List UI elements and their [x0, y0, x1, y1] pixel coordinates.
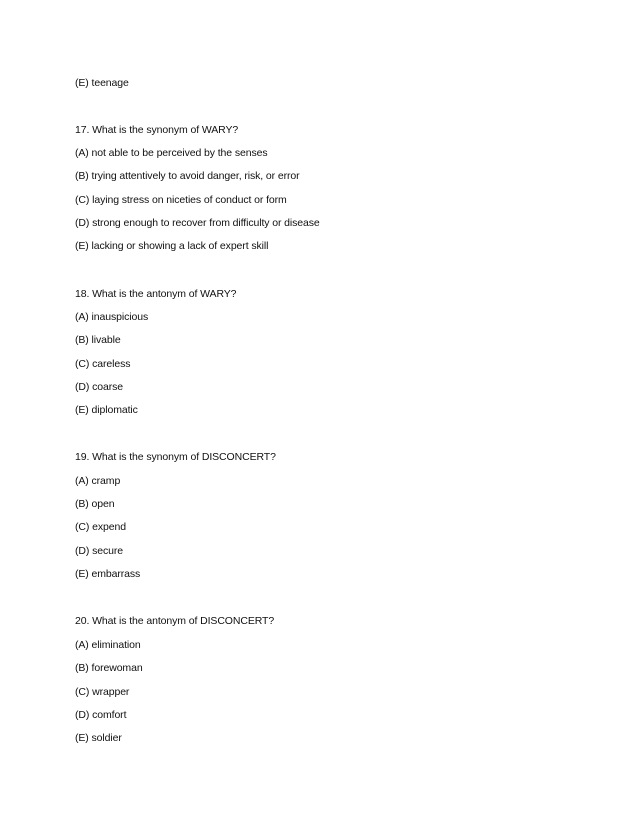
- question-20-option-a: (A) elimination: [75, 639, 141, 651]
- question-19-option-a: (A) cramp: [75, 475, 121, 487]
- question-20-option-d: (D) comfort: [75, 709, 127, 721]
- question-17-option-c: (C) laying stress on niceties of conduct or form: [75, 194, 287, 206]
- question-19-option-c: (C) expend: [75, 521, 126, 533]
- question-17-option-d: (D) strong enough to recover from difficulty or disease: [75, 217, 320, 229]
- question-18-option-b: (B) livable: [75, 334, 121, 346]
- question-18-option-c: (C) careless: [75, 358, 131, 370]
- question-18-option-a: (A) inauspicious: [75, 311, 149, 323]
- question-20-option-e: (E) soldier: [75, 732, 122, 744]
- question-18-option-e: (E) diplomatic: [75, 404, 138, 416]
- question-19-option-d: (D) secure: [75, 545, 124, 557]
- question-20-prompt: 20. What is the antonym of DISCONCERT?: [75, 615, 275, 627]
- question-17-option-a: (A) not able to be perceived by the senses: [75, 147, 268, 159]
- question-19-option-b: (B) open: [75, 498, 115, 510]
- question-17-option-e: (E) lacking or showing a lack of expert skill: [75, 240, 269, 252]
- question-17-prompt: 17. What is the synonym of WARY?: [75, 124, 239, 136]
- question-17-option-b: (B) trying attentively to avoid danger, risk, or error: [75, 170, 300, 182]
- question-19-option-e: (E) embarrass: [75, 568, 141, 580]
- question-18-option-d: (D) coarse: [75, 381, 124, 393]
- lead-option: (E) teenage: [75, 77, 129, 89]
- question-20-option-c: (C) wrapper: [75, 686, 130, 698]
- question-19-prompt: 19. What is the synonym of DISCONCERT?: [75, 451, 276, 463]
- question-18-prompt: 18. What is the antonym of WARY?: [75, 288, 237, 300]
- question-20-option-b: (B) forewoman: [75, 662, 143, 674]
